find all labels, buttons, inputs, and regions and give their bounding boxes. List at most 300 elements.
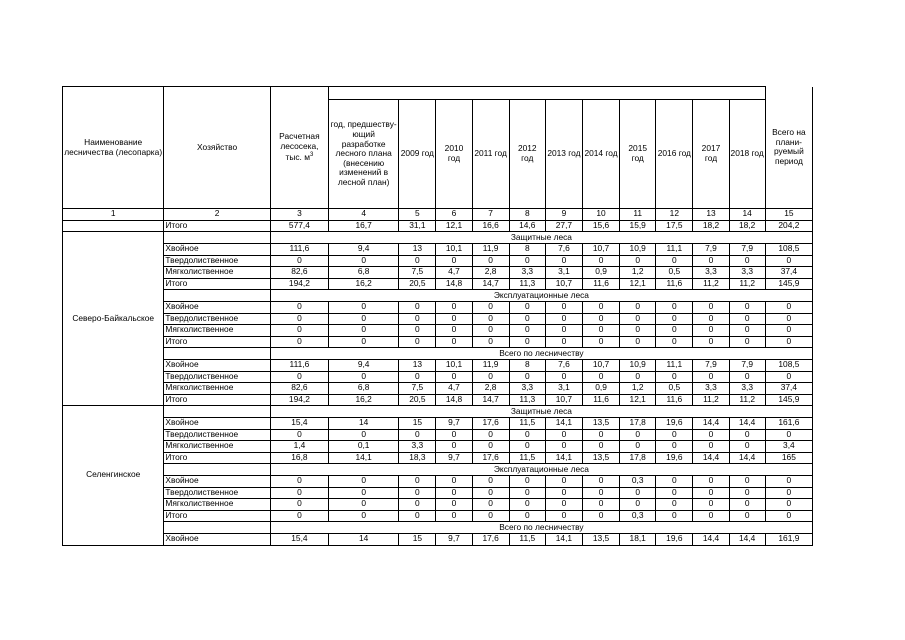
value-cell: 0 — [582, 476, 619, 488]
value-cell: 13,5 — [582, 452, 619, 464]
value-cell: 0 — [765, 255, 812, 267]
table-row — [63, 313, 813, 325]
value-cell: 0 — [509, 371, 545, 383]
value-cell: 14,4 — [693, 534, 729, 546]
value-cell: 7,9 — [693, 244, 729, 256]
row-label: Итого — [164, 336, 270, 348]
value-cell: 0 — [729, 371, 765, 383]
table-row — [63, 278, 813, 290]
value-cell: 6,8 — [329, 267, 399, 279]
value-cell: 0 — [329, 487, 399, 499]
value-cell: 13 — [399, 360, 436, 372]
table-row — [63, 487, 813, 499]
value-cell: 3,1 — [545, 267, 582, 279]
value-cell: 20,5 — [399, 394, 436, 406]
table-row — [63, 534, 813, 546]
value-cell: 16,7 — [329, 220, 399, 232]
value-cell: 14 — [329, 534, 399, 546]
value-cell: 10,9 — [620, 244, 656, 256]
value-cell: 0 — [436, 302, 472, 314]
value-cell: 0 — [545, 313, 582, 325]
value-cell: 0 — [436, 325, 472, 337]
value-cell: 0 — [270, 255, 328, 267]
value-cell: 0 — [329, 429, 399, 441]
value-cell: 0 — [765, 325, 812, 337]
value-cell: 0 — [620, 487, 656, 499]
value-cell: 2,8 — [472, 383, 509, 395]
value-cell: 0 — [656, 499, 693, 511]
value-cell: 15 — [399, 534, 436, 546]
value-cell: 0 — [582, 313, 619, 325]
value-cell: 0 — [545, 429, 582, 441]
value-cell: 145,9 — [765, 278, 812, 290]
value-cell: 0,1 — [329, 441, 399, 453]
value-cell: 0 — [509, 487, 545, 499]
value-cell: 108,5 — [765, 360, 812, 372]
value-cell: 0 — [582, 429, 619, 441]
value-cell: 111,6 — [270, 244, 328, 256]
value-cell: 0 — [656, 325, 693, 337]
value-cell: 0 — [545, 487, 582, 499]
value-cell: 16,8 — [270, 452, 328, 464]
row-label: Твердолиственное — [164, 429, 270, 441]
header-top-row — [63, 87, 813, 100]
value-cell: 17,5 — [656, 220, 693, 232]
value-cell: 0 — [472, 336, 509, 348]
value-cell: 0 — [620, 336, 656, 348]
value-cell: 1,2 — [620, 267, 656, 279]
value-cell: 14,8 — [436, 278, 472, 290]
value-cell: 11,9 — [472, 244, 509, 256]
value-cell: 0 — [729, 325, 765, 337]
value-cell: 0 — [693, 325, 729, 337]
value-cell: 0 — [472, 325, 509, 337]
cutting-area-table — [62, 86, 813, 546]
header-prior-year: год, предшеству- ющий разработке лесного плана (внесению изменений в лесной план) — [329, 100, 399, 209]
value-cell: 11,2 — [729, 278, 765, 290]
value-cell: 0 — [545, 476, 582, 488]
value-cell: 0 — [693, 429, 729, 441]
value-cell: 0 — [693, 499, 729, 511]
value-cell: 0 — [329, 371, 399, 383]
value-cell: 0 — [693, 336, 729, 348]
value-cell: 3,4 — [765, 441, 812, 453]
value-cell: 0 — [620, 499, 656, 511]
value-cell: 0 — [693, 476, 729, 488]
table-row — [63, 267, 813, 279]
value-cell: 16,6 — [472, 220, 509, 232]
value-cell: 11,6 — [582, 278, 619, 290]
value-cell: 0 — [765, 429, 812, 441]
value-cell: 0 — [329, 510, 399, 522]
column-number: 11 — [620, 209, 656, 221]
value-cell: 0 — [729, 510, 765, 522]
section-title-row — [63, 290, 813, 302]
value-cell: 0 — [472, 313, 509, 325]
value-cell: 0 — [329, 499, 399, 511]
value-cell: 4,7 — [436, 383, 472, 395]
value-cell: 15 — [399, 418, 436, 430]
value-cell: 0 — [545, 510, 582, 522]
value-cell: 7,9 — [729, 360, 765, 372]
row-label: Хвойное — [164, 418, 270, 430]
value-cell: 0 — [270, 325, 328, 337]
section-empty-cell — [164, 406, 270, 418]
value-cell: 0 — [399, 476, 436, 488]
column-number: 4 — [329, 209, 399, 221]
value-cell: 13,5 — [582, 418, 619, 430]
header-cutting-area — [270, 87, 328, 209]
value-cell: 0 — [656, 302, 693, 314]
table-row — [63, 302, 813, 314]
value-cell: 0 — [765, 510, 812, 522]
value-cell: 0 — [620, 313, 656, 325]
value-cell: 11,1 — [656, 360, 693, 372]
section-empty-cell — [164, 464, 270, 476]
value-cell: 0 — [509, 429, 545, 441]
header-year: 2016 год — [656, 100, 693, 209]
table-row — [63, 510, 813, 522]
value-cell: 10,9 — [620, 360, 656, 372]
value-cell: 0 — [509, 313, 545, 325]
table-row — [63, 499, 813, 511]
value-cell: 0 — [620, 441, 656, 453]
section-title: Всего по лесничеству — [270, 348, 812, 360]
value-cell: 3,3 — [729, 267, 765, 279]
section-empty-cell — [164, 232, 270, 244]
value-cell: 0 — [765, 499, 812, 511]
column-number: 1 — [63, 209, 164, 221]
value-cell: 0 — [329, 325, 399, 337]
value-cell: 0 — [399, 487, 436, 499]
value-cell: 0 — [472, 476, 509, 488]
value-cell: 0 — [399, 302, 436, 314]
value-cell: 0 — [436, 510, 472, 522]
value-cell: 13,5 — [582, 534, 619, 546]
value-cell: 82,6 — [270, 383, 328, 395]
value-cell: 0 — [545, 499, 582, 511]
value-cell: 0 — [509, 336, 545, 348]
row-label: Итого — [164, 510, 270, 522]
value-cell: 0 — [509, 476, 545, 488]
value-cell: 3,3 — [399, 441, 436, 453]
value-cell: 0 — [509, 510, 545, 522]
value-cell: 12,1 — [620, 394, 656, 406]
value-cell: 0 — [270, 487, 328, 499]
value-cell: 0 — [509, 325, 545, 337]
section-empty-cell — [164, 290, 270, 302]
value-cell: 0 — [729, 499, 765, 511]
value-cell: 13 — [399, 244, 436, 256]
column-number: 10 — [582, 209, 619, 221]
value-cell: 3,3 — [693, 383, 729, 395]
value-cell: 0 — [693, 313, 729, 325]
value-cell: 1,2 — [620, 383, 656, 395]
header-year: 2012 год — [509, 100, 545, 209]
column-number: 5 — [399, 209, 436, 221]
header-total: Всего на плани- руемый период — [765, 87, 812, 209]
column-number: 6 — [436, 209, 472, 221]
value-cell: 8 — [509, 244, 545, 256]
value-cell: 194,2 — [270, 394, 328, 406]
value-cell: 0 — [329, 302, 399, 314]
section-empty-cell — [164, 522, 270, 534]
value-cell: 0 — [656, 487, 693, 499]
table-row — [63, 452, 813, 464]
value-cell: 10,1 — [436, 360, 472, 372]
row-label: Твердолиственное — [164, 371, 270, 383]
value-cell: 17,6 — [472, 534, 509, 546]
header-year: 2011 год — [472, 100, 509, 209]
value-cell: 0 — [472, 487, 509, 499]
value-cell: 0 — [472, 441, 509, 453]
value-cell: 17,8 — [620, 418, 656, 430]
value-cell: 108,5 — [765, 244, 812, 256]
value-cell: 14,6 — [509, 220, 545, 232]
value-cell: 7,5 — [399, 383, 436, 395]
header-year: 2010 год — [436, 100, 472, 209]
value-cell: 3,3 — [729, 383, 765, 395]
row-label: Мягколиственное — [164, 267, 270, 279]
value-cell: 0 — [656, 371, 693, 383]
value-cell: 0 — [472, 429, 509, 441]
value-cell: 14,1 — [545, 418, 582, 430]
value-cell: 0 — [582, 255, 619, 267]
value-cell: 0 — [399, 371, 436, 383]
value-cell: 0 — [693, 441, 729, 453]
value-cell: 14,4 — [693, 418, 729, 430]
value-cell: 0 — [656, 429, 693, 441]
table-row — [63, 244, 813, 256]
value-cell: 17,6 — [472, 418, 509, 430]
value-cell: 14,7 — [472, 278, 509, 290]
value-cell: 204,2 — [765, 220, 812, 232]
value-cell: 37,4 — [765, 383, 812, 395]
value-cell: 11,5 — [509, 452, 545, 464]
value-cell: 0 — [656, 313, 693, 325]
value-cell: 10,7 — [582, 244, 619, 256]
row-label: Итого — [164, 220, 270, 232]
value-cell: 0 — [656, 510, 693, 522]
value-cell: 18,2 — [729, 220, 765, 232]
value-cell: 0 — [399, 325, 436, 337]
value-cell: 15,4 — [270, 534, 328, 546]
value-cell: 0 — [436, 255, 472, 267]
value-cell: 11,2 — [693, 394, 729, 406]
value-cell: 10,7 — [545, 394, 582, 406]
value-cell: 0 — [765, 336, 812, 348]
section-title: Эксплуатационные леса — [270, 290, 812, 302]
value-cell: 11,2 — [693, 278, 729, 290]
value-cell: 2,8 — [472, 267, 509, 279]
section-title: Всего по лесничеству — [270, 522, 812, 534]
value-cell: 10,7 — [582, 360, 619, 372]
column-numbers-row — [63, 209, 813, 221]
value-cell: 0,5 — [656, 383, 693, 395]
value-cell: 14,4 — [693, 452, 729, 464]
value-cell: 0 — [509, 255, 545, 267]
row-label: Мягколиственное — [164, 325, 270, 337]
value-cell: 0 — [729, 441, 765, 453]
value-cell: 0,5 — [656, 267, 693, 279]
value-cell: 1,4 — [270, 441, 328, 453]
value-cell: 0 — [270, 302, 328, 314]
row-label: Мягколиственное — [164, 441, 270, 453]
value-cell: 0 — [329, 313, 399, 325]
value-cell: 0,3 — [620, 476, 656, 488]
value-cell: 3,3 — [693, 267, 729, 279]
value-cell: 8 — [509, 360, 545, 372]
section-title-row — [63, 232, 813, 244]
value-cell: 3,3 — [509, 267, 545, 279]
section-title: Защитные леса — [270, 232, 812, 244]
header-forestry-name: Наименование лесничества (лесопарка) — [63, 87, 164, 209]
table-row — [63, 418, 813, 430]
value-cell: 0 — [582, 441, 619, 453]
value-cell: 0 — [509, 499, 545, 511]
value-cell: 11,9 — [472, 360, 509, 372]
value-cell: 0 — [436, 487, 472, 499]
value-cell: 0 — [509, 441, 545, 453]
value-cell: 18,3 — [399, 452, 436, 464]
value-cell: 9,4 — [329, 244, 399, 256]
value-cell: 0,9 — [582, 383, 619, 395]
value-cell: 0 — [270, 336, 328, 348]
value-cell: 11,5 — [509, 534, 545, 546]
header-farm: Хозяйство — [164, 87, 270, 209]
value-cell: 0 — [620, 302, 656, 314]
row-label: Хвойное — [164, 302, 270, 314]
value-cell: 0 — [729, 429, 765, 441]
value-cell: 0 — [399, 336, 436, 348]
value-cell: 0 — [436, 429, 472, 441]
value-cell: 0 — [436, 336, 472, 348]
column-number: 8 — [509, 209, 545, 221]
column-number: 15 — [765, 209, 812, 221]
value-cell: 0 — [436, 441, 472, 453]
value-cell: 12,1 — [620, 278, 656, 290]
value-cell: 0 — [729, 476, 765, 488]
value-cell: 7,9 — [729, 244, 765, 256]
value-cell: 0 — [729, 255, 765, 267]
value-cell: 11,3 — [509, 394, 545, 406]
table-row — [63, 325, 813, 337]
section-title-row — [63, 464, 813, 476]
value-cell: 16,2 — [329, 394, 399, 406]
value-cell: 0 — [620, 325, 656, 337]
value-cell: 0 — [656, 476, 693, 488]
value-cell: 7,6 — [545, 244, 582, 256]
value-cell: 0 — [729, 336, 765, 348]
value-cell: 0,3 — [620, 510, 656, 522]
value-cell: 11,5 — [509, 418, 545, 430]
column-number: 7 — [472, 209, 509, 221]
value-cell: 4,7 — [436, 267, 472, 279]
row-label: Итого — [164, 394, 270, 406]
table-row — [63, 371, 813, 383]
value-cell: 27,7 — [545, 220, 582, 232]
row-label: Хвойное — [164, 534, 270, 546]
forestry-name: Северо-Байкальское — [63, 232, 164, 406]
value-cell: 82,6 — [270, 267, 328, 279]
value-cell: 0 — [582, 371, 619, 383]
row-label: Итого — [164, 452, 270, 464]
value-cell: 11,3 — [509, 278, 545, 290]
row-label: Хвойное — [164, 360, 270, 372]
value-cell: 0 — [582, 487, 619, 499]
value-cell: 19,6 — [656, 452, 693, 464]
row-label: Твердолиственное — [164, 313, 270, 325]
value-cell: 0 — [329, 336, 399, 348]
value-cell: 0 — [656, 336, 693, 348]
value-cell: 0 — [545, 336, 582, 348]
value-cell: 0 — [656, 255, 693, 267]
value-cell: 0 — [545, 302, 582, 314]
value-cell: 0 — [399, 313, 436, 325]
row-label: Мягколиственное — [164, 499, 270, 511]
section-title: Эксплуатационные леса — [270, 464, 812, 476]
value-cell: 15,4 — [270, 418, 328, 430]
value-cell: 0 — [693, 255, 729, 267]
table-row — [63, 476, 813, 488]
value-cell: 161,9 — [765, 534, 812, 546]
value-cell: 0 — [729, 313, 765, 325]
value-cell: 0 — [765, 313, 812, 325]
row-label: Хвойное — [164, 476, 270, 488]
header-cutting-area-text: Расчетная лесосека, тыс. м — [279, 131, 320, 163]
header-year: 2017 год — [693, 100, 729, 209]
value-cell: 18,1 — [620, 534, 656, 546]
value-cell: 0 — [270, 510, 328, 522]
value-cell: 0 — [270, 313, 328, 325]
value-cell: 0 — [693, 487, 729, 499]
value-cell: 12,1 — [436, 220, 472, 232]
value-cell: 0 — [436, 499, 472, 511]
value-cell: 0 — [620, 429, 656, 441]
table-row — [63, 255, 813, 267]
value-cell: 16,2 — [329, 278, 399, 290]
column-number: 13 — [693, 209, 729, 221]
value-cell: 0 — [582, 302, 619, 314]
value-cell: 0 — [620, 255, 656, 267]
row-label: Итого — [164, 278, 270, 290]
value-cell: 3,1 — [545, 383, 582, 395]
row-label: Твердолиственное — [164, 487, 270, 499]
value-cell: 0 — [656, 441, 693, 453]
value-cell: 0 — [472, 510, 509, 522]
value-cell: 0 — [270, 476, 328, 488]
value-cell: 0 — [729, 487, 765, 499]
value-cell: 14,4 — [729, 452, 765, 464]
value-cell: 0 — [693, 371, 729, 383]
value-cell: 0 — [545, 255, 582, 267]
column-number: 2 — [164, 209, 270, 221]
value-cell: 14 — [329, 418, 399, 430]
value-cell: 37,4 — [765, 267, 812, 279]
column-number: 3 — [270, 209, 328, 221]
value-cell: 31,1 — [399, 220, 436, 232]
header-cutting-area-unit-sup: 3 — [309, 152, 314, 159]
header-year: 2013 год — [545, 100, 582, 209]
value-cell: 0 — [270, 499, 328, 511]
value-cell: 0 — [270, 429, 328, 441]
value-cell: 11,6 — [656, 278, 693, 290]
value-cell: 0 — [472, 371, 509, 383]
value-cell: 18,2 — [693, 220, 729, 232]
column-number: 14 — [729, 209, 765, 221]
table-row — [63, 441, 813, 453]
value-cell: 9,4 — [329, 360, 399, 372]
